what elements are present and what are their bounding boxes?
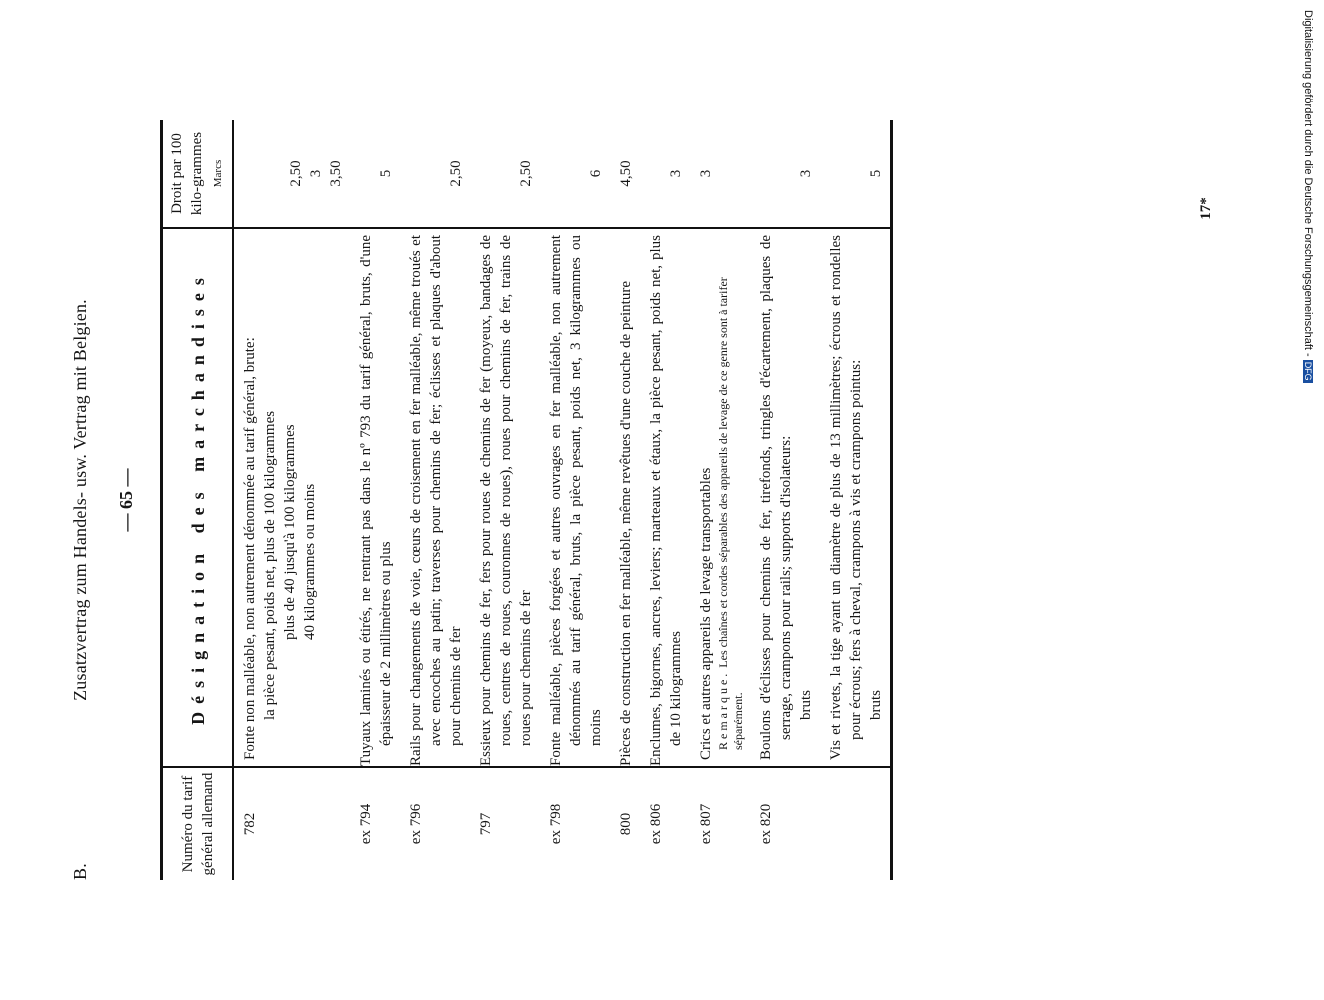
row-duty: 4,50 [610,120,640,228]
row-duty: 6 [540,120,610,228]
table-row [400,120,470,880]
row-number: 782 [233,767,350,880]
page-number: — 65 — [116,468,136,532]
row-duty: 3 [750,120,820,228]
row-designation [820,228,892,767]
sub-item: bruts [798,690,814,720]
sub-item: 40 kilogrammes ou moins [302,483,318,640]
row-number: ex 798 [540,767,610,880]
header-prefix: B. [70,863,90,880]
rotated-sheet [70,120,1200,880]
table-row [540,120,610,880]
sub-item: la pièce pesant, poids net, plus de 100 kilogrammes [262,410,278,720]
row-text: Crics et autres appareils de levage transportables [698,467,714,760]
remark [716,235,746,760]
row-duty: 5 [820,120,892,228]
col-header-designation: Désignation des marchandises [187,270,208,725]
row-duty: 5 [350,120,400,228]
row-text: Fonte non malléable, non autrement dénommée au tarif général, brute: [242,337,258,760]
duty-header-label: Droit par 100 kilo-grammes [169,131,205,216]
row-designation: Enclumes, bigornes, ancres, leviers; marteaux et étaux, la pièce pesant, poids net, plus de 10 kilogrammes [648,235,684,766]
row-duty: 2,50 [400,120,470,228]
rate-value: 3,50 [328,160,344,187]
col-header-number: Numéro du tarif général allemand [162,767,234,880]
row-text: Vis et rivets, la tige ayant un diamètre de plus de 13 millimètres; écrous et rondelles pour écrous; fers à cheval, crampons à vis et crampons pointus: [828,235,864,760]
row-designation: Tuyaux laminés ou étirés, ne rentrant pas dans le nº 793 du tarif général, bruts, d'une épaisseur de 2 millimètres ou plus [358,235,394,766]
row-number: ex 794 [350,767,400,880]
rate-value: 2,50 [288,160,304,187]
col-header-duty [162,120,234,228]
remark-label: Remarque. [716,670,730,750]
row-number: ex 796 [400,767,470,880]
row-designation [750,228,820,767]
row-designation: Rails pour changements de voie, cœurs de croisement en fer malléable, même troués et avec encoches au patin; traverses pour chemins de fer; éclisses et plaques d'about pour chemins de fer [408,235,464,766]
sub-item: bruts [868,690,884,720]
signature-mark: 17* [1197,197,1214,220]
table-row [470,120,540,880]
row-designation: Fonte malléable, pièces forgées et autres ouvrages en fer malléable, non autrement dénommés au tarif général, bruts, la pièce pesant, poids net, 3 kilogrammes ou moins [548,235,604,766]
sub-item: plus de 40 jusqu'à 100 kilogrammes [282,424,298,640]
rate-value: 3 [308,169,324,178]
row-number: 800 [610,767,640,880]
table-row [640,120,690,880]
row-number: ex 820 [750,767,820,880]
row-duty: 2,50 [470,120,540,228]
table-row [690,120,750,880]
row-duty: 3 [640,120,690,228]
remark-text: Les chaînes et cordes séparables des appareils de levage de ce genre sont à tarifer séparément. [716,277,745,750]
row-designation: Essieux pour chemins de fer, fers pour roues de chemins de fer (moyeux, bandages de roues, centres de roues, couronnes de roues), roues pour chemins de fer, trains de roues pour chemins de fer [478,235,534,766]
row-duty: 3 [690,120,750,228]
running-title: Zusatzvertrag zum Handels- usw. Vertrag mit Belgien. [70,299,90,701]
row-number: ex 807 [690,767,750,880]
tariff-table [160,120,893,880]
digitization-note [1302,10,1314,383]
table-row [233,120,350,880]
row-text: Boulons d'éclisses pour chemins de fer, tirefonds, tringles d'écartement, plaques de serrage, crampons pour rails; supports d'isolateurs: [758,235,794,760]
row-designation: Pièces de construction en fer malléable, même revêtues d'une couche de peinture [618,281,634,766]
table-row [350,120,400,880]
row-designation [690,228,750,767]
table-row [610,120,640,880]
row-number: 797 [470,767,540,880]
row-number [820,767,892,880]
row-designation [233,228,350,767]
row-number: ex 806 [640,767,690,880]
row-duty [233,120,350,228]
table-row [820,120,892,880]
duty-unit: Marcs [212,159,224,188]
dfg-logo: DFG [1303,361,1313,381]
table-row [750,120,820,880]
digitization-text: Digitalisierung gefördert durch die Deutsche Forschungsgemeinschaft - [1302,10,1314,357]
